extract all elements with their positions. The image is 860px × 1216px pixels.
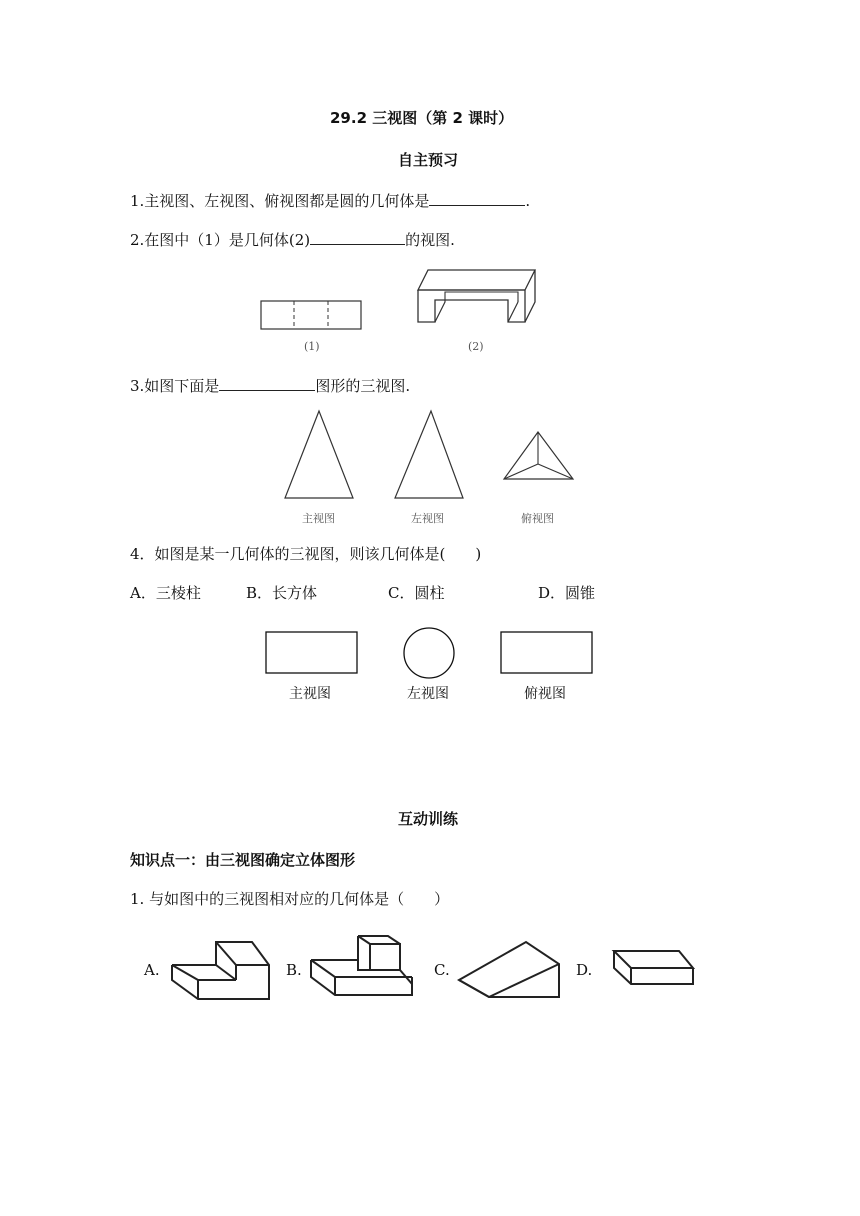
- option-c[interactable]: C．圆柱: [388, 584, 445, 602]
- option-b[interactable]: B．长方体: [246, 584, 318, 602]
- front-view-triangle: [282, 407, 362, 502]
- question-1-tail: .: [525, 192, 531, 210]
- front-view-caption: 主视图: [302, 512, 335, 525]
- side-view-circle: [402, 626, 458, 682]
- practice-option-label-a[interactable]: A.: [144, 961, 160, 979]
- practice-option-label-b[interactable]: B.: [286, 961, 302, 979]
- practice-question-1: 1. 与如图中的三视图相对应的几何体是（ ）: [130, 890, 450, 908]
- option-a[interactable]: A．三棱柱: [130, 584, 201, 602]
- top-view-caption: 俯视图: [521, 512, 554, 525]
- figure-caption: (2): [468, 340, 484, 353]
- side-view-caption: 左视图: [411, 512, 444, 525]
- section-title-training: 互动训练: [398, 810, 459, 828]
- practice-option-label-d[interactable]: D.: [576, 961, 593, 979]
- question-1: [130, 190, 530, 211]
- front-view-caption: 主视图: [289, 686, 331, 702]
- option-d[interactable]: D．圆锥: [538, 584, 596, 602]
- answer-blank[interactable]: [429, 191, 525, 206]
- question-2: [130, 229, 455, 250]
- answer-blank[interactable]: [219, 376, 315, 391]
- option-d-flat-block: [611, 946, 701, 991]
- option-b-block-with-cube: [308, 932, 423, 1002]
- question-2-text: 2.在图中（1）是几何体(2): [130, 231, 311, 249]
- knowledge-point-heading: 知识点一：由三视图确定立体图形: [130, 851, 356, 869]
- front-view-rectangle: [264, 630, 360, 676]
- page-title: 29.2 三视图（第 2 课时）: [330, 109, 514, 127]
- side-view-caption: 左视图: [407, 686, 449, 702]
- figure-view-rectangle: [258, 298, 368, 338]
- question-2-tail: 的视图.: [405, 231, 455, 249]
- figure-u-shaped-solid: [415, 266, 545, 336]
- question-3-text: 3.如图下面是: [130, 377, 220, 395]
- figure-caption: (1): [304, 340, 320, 353]
- section-title-preview: 自主预习: [398, 151, 459, 169]
- practice-option-label-c[interactable]: C.: [434, 961, 450, 979]
- top-view-caption: 俯视图: [524, 686, 566, 702]
- side-view-triangle: [392, 407, 472, 502]
- option-c-wedge: [456, 938, 566, 1003]
- option-a-stepped-solid: [169, 938, 279, 1008]
- question-1-text: 1.主视图、左视图、俯视图都是圆的几何体是: [130, 192, 430, 210]
- question-4-text: 4．如图是某一几何体的三视图，则该几何体是( ): [130, 545, 482, 563]
- answer-blank[interactable]: [310, 230, 405, 245]
- top-view-triangle: [502, 429, 582, 489]
- question-3-tail: 图形的三视图.: [315, 377, 411, 395]
- question-3: [130, 375, 410, 396]
- top-view-rectangle: [499, 630, 595, 676]
